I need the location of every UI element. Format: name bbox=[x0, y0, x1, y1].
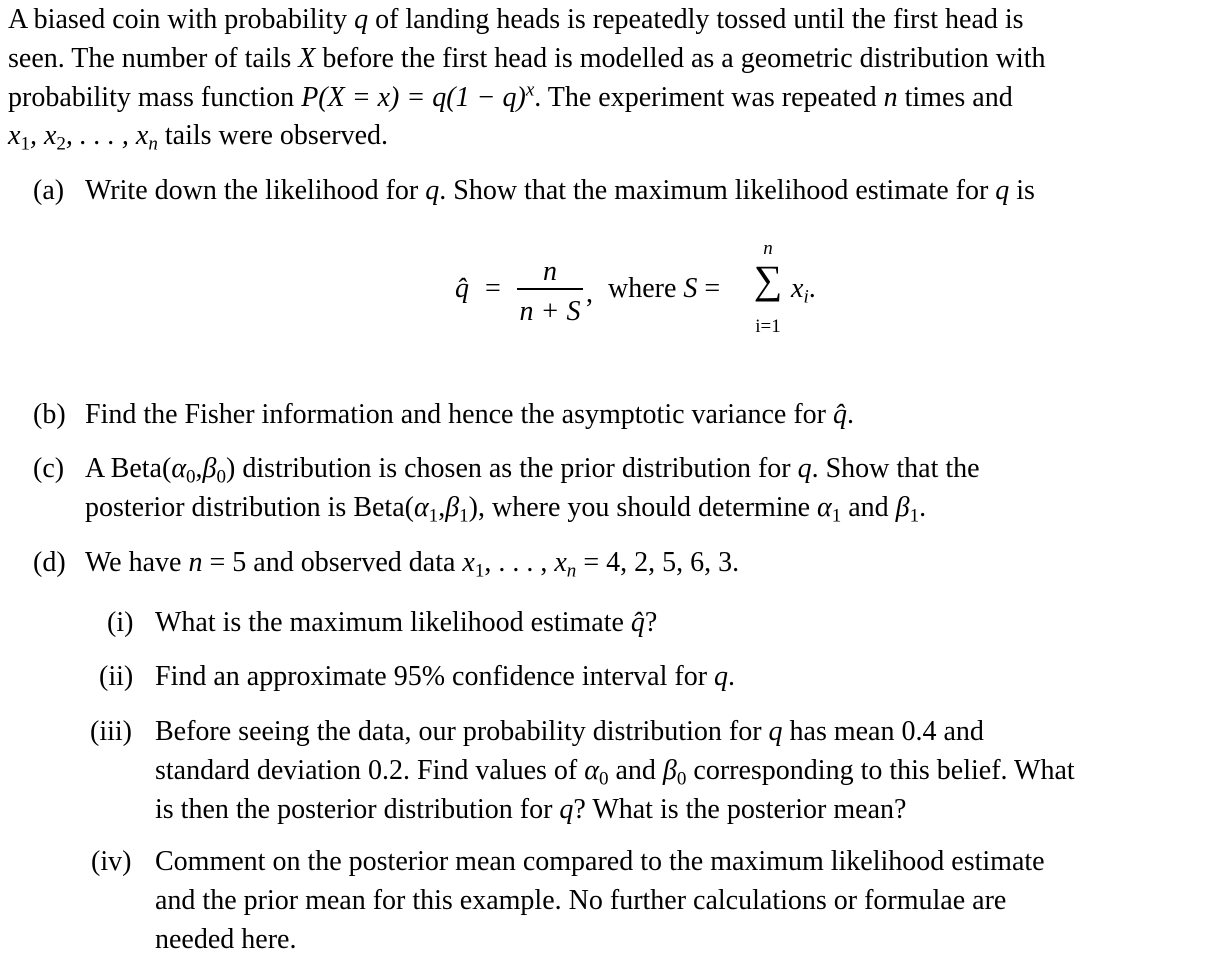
math-q: q bbox=[797, 453, 812, 484]
part-a-segment: Write down the likelihood for bbox=[85, 175, 426, 206]
part-b-label: (b) bbox=[33, 399, 66, 430]
sub-iv-line-3: needed here. bbox=[155, 924, 297, 955]
math-comma: , bbox=[195, 453, 203, 484]
fraction bbox=[517, 252, 583, 327]
fraction-denominator: n + S bbox=[519, 296, 581, 327]
math-sub: 2 bbox=[56, 133, 66, 155]
intro-text: before the first head is modelled as a geometric distribution with bbox=[315, 43, 1046, 74]
math-x: x bbox=[462, 547, 475, 578]
sub-iii-segment: and bbox=[608, 755, 663, 786]
sigma-symbol: ∑ bbox=[753, 257, 783, 302]
sub-i-segment: ? bbox=[644, 607, 658, 638]
intro-text: of landing heads is repeatedly tossed until the first head is bbox=[368, 4, 1024, 35]
pmf-exponent: x bbox=[525, 79, 535, 101]
part-c-segment: ), where you should determine bbox=[468, 492, 818, 523]
math-beta: β bbox=[895, 492, 910, 523]
sub-ii-segment: Find an approximate 95% confidence interval for bbox=[155, 661, 715, 692]
part-c-segment: ) distribution is chosen as the prior distribution for bbox=[226, 453, 798, 484]
intro-text: seen. The number of tails bbox=[8, 43, 299, 74]
part-a-segment: is bbox=[1009, 175, 1035, 206]
math-beta: β bbox=[662, 755, 677, 786]
math-alpha: α bbox=[413, 492, 429, 523]
sub-iii-label: (iii) bbox=[90, 716, 132, 747]
math-alpha: α bbox=[171, 453, 187, 484]
math-n: n bbox=[188, 547, 203, 578]
sub-iii-line-1 bbox=[155, 718, 984, 746]
math-x: x bbox=[554, 547, 567, 578]
intro-text: A biased coin with probability bbox=[8, 4, 355, 35]
sub-ii-label: (ii) bbox=[99, 661, 134, 692]
part-d-segment: We have bbox=[85, 547, 189, 578]
part-c-label: (c) bbox=[33, 453, 65, 484]
math-sub: n bbox=[148, 133, 158, 155]
intro-text: tails were observed. bbox=[157, 120, 388, 151]
part-c-segment: . bbox=[919, 492, 927, 523]
equals-sign: = bbox=[485, 273, 501, 304]
part-c-segment: and bbox=[841, 492, 896, 523]
where-clause bbox=[608, 273, 720, 305]
sub-ii-segment: . bbox=[728, 661, 736, 692]
sub-iii-segment: Before seeing the data, our probability distribution for bbox=[155, 716, 769, 747]
math-alpha: α bbox=[817, 492, 832, 523]
intro-line-2 bbox=[8, 45, 1046, 73]
sub-iii-segment: has mean 0.4 and bbox=[782, 716, 984, 747]
math-beta: β bbox=[445, 492, 460, 523]
pmf-formula: P(X = x) = q(1 − q) bbox=[301, 82, 526, 113]
math-sub: i bbox=[803, 286, 809, 308]
sum-lower-limit: i=1 bbox=[755, 316, 781, 337]
sub-ii-text bbox=[155, 663, 735, 691]
part-c-segment: A Beta( bbox=[85, 453, 172, 484]
formula-comma: , bbox=[586, 278, 593, 309]
sub-i-text bbox=[155, 609, 657, 637]
math-q: q bbox=[425, 175, 440, 206]
math-x: x bbox=[791, 273, 804, 304]
part-a-text bbox=[85, 177, 1035, 205]
math-sub: 1 bbox=[474, 560, 485, 582]
qhat-symbol: q̂ bbox=[455, 273, 469, 304]
equals-sign: = bbox=[697, 273, 721, 304]
intro-text: probability mass function bbox=[8, 82, 302, 113]
part-d-text bbox=[85, 547, 740, 582]
qhat-symbol: q̂ bbox=[833, 399, 848, 430]
intro-line-4 bbox=[8, 120, 388, 155]
formula-period: . bbox=[808, 273, 816, 304]
sub-iii-line-3 bbox=[155, 796, 906, 824]
math-S: S bbox=[683, 273, 698, 304]
math-sub: 1 bbox=[459, 505, 469, 527]
math-q: q bbox=[354, 4, 369, 35]
sub-iv-line-2: and the prior mean for this example. No further calculations or formulae are bbox=[155, 885, 1007, 916]
math-sub: 1 bbox=[428, 505, 439, 527]
math-q: q bbox=[714, 661, 729, 692]
math-sub: 1 bbox=[831, 505, 842, 527]
part-a-segment: . Show that the maximum likelihood estimate for bbox=[439, 175, 996, 206]
math-sub: 1 bbox=[909, 505, 920, 527]
math-alpha: α bbox=[584, 755, 599, 786]
fraction-numerator: n bbox=[543, 256, 557, 287]
part-a-label: (a) bbox=[33, 175, 65, 206]
sub-iii-segment: standard deviation 0.2. Find values of bbox=[155, 755, 585, 786]
part-c-segment: posterior distribution is Beta( bbox=[85, 492, 414, 523]
math-sub: 0 bbox=[216, 466, 226, 488]
part-c-segment: . Show that the bbox=[811, 453, 980, 484]
part-d-segment: , . . . , bbox=[484, 547, 555, 578]
sub-iii-line-2 bbox=[155, 755, 1075, 790]
math-sub: n bbox=[566, 560, 577, 582]
math-q: q bbox=[995, 175, 1010, 206]
intro-line-3 bbox=[8, 79, 1013, 113]
part-d-segment: = 5 and observed data bbox=[202, 547, 463, 578]
sub-i-label: (i) bbox=[107, 607, 134, 638]
math-sub: 0 bbox=[676, 768, 687, 790]
intro-text: . The experiment was repeated bbox=[534, 82, 884, 113]
intro-line-1 bbox=[8, 6, 1024, 34]
part-b-segment: . bbox=[847, 399, 855, 430]
intro-text: times and bbox=[897, 82, 1013, 113]
math-sub: 0 bbox=[186, 466, 196, 488]
part-b-text bbox=[85, 401, 854, 429]
math-q: q bbox=[559, 794, 574, 825]
part-d-segment: = 4, 2, 5, 6, 3. bbox=[576, 547, 740, 578]
math-x: , . . . , x bbox=[65, 120, 149, 151]
math-x: , x bbox=[29, 120, 57, 151]
summation bbox=[745, 238, 791, 338]
sub-iii-segment: ? What is the posterior mean? bbox=[573, 794, 907, 825]
math-X: X bbox=[298, 43, 316, 74]
qhat-symbol: q̂ bbox=[630, 607, 645, 638]
fraction-bar bbox=[517, 288, 583, 290]
sub-i-segment: What is the maximum likelihood estimate bbox=[155, 607, 631, 638]
mle-formula bbox=[455, 238, 855, 338]
sum-upper-limit: n bbox=[763, 238, 773, 259]
sub-iii-segment: is then the posterior distribution for bbox=[155, 794, 560, 825]
math-n: n bbox=[883, 82, 898, 113]
math-sub: 0 bbox=[598, 768, 609, 790]
sub-iv-line-1: Comment on the posterior mean compared to the maximum likelihood estimate bbox=[155, 846, 1045, 877]
math-x: x bbox=[8, 120, 21, 151]
math-sub: 1 bbox=[20, 133, 30, 155]
part-c-line-1 bbox=[85, 453, 980, 488]
sub-iii-segment: corresponding to this belief. What bbox=[686, 755, 1075, 786]
math-comma: , bbox=[438, 492, 446, 523]
math-beta: β bbox=[202, 453, 217, 484]
math-q: q bbox=[768, 716, 783, 747]
part-c-line-2 bbox=[85, 492, 927, 527]
sub-iv-label: (iv) bbox=[91, 846, 132, 877]
summand bbox=[791, 273, 816, 308]
part-b-segment: Find the Fisher information and hence the asymptotic variance for bbox=[85, 399, 834, 430]
part-d-label: (d) bbox=[33, 547, 66, 578]
where-text: where bbox=[608, 273, 684, 304]
